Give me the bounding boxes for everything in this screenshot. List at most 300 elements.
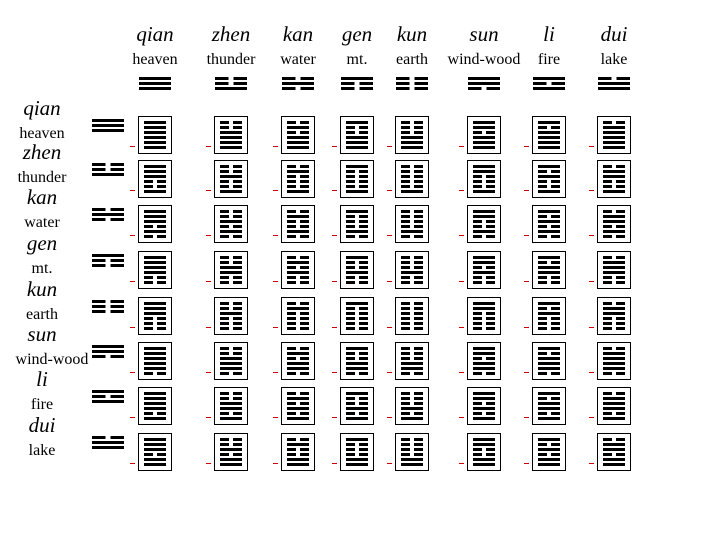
hexagram-yin-line (473, 357, 482, 360)
hexagram-icon (281, 160, 315, 198)
hexagram-yang-line (144, 266, 166, 269)
hexagram-yang-line (287, 261, 309, 264)
hexagram-yang-line (144, 347, 166, 350)
trigram-zhen-icon-yin-line (234, 82, 248, 85)
red-marker-tick (206, 327, 211, 328)
hexagram-yin-line (538, 327, 547, 330)
hexagram-yang-line (144, 271, 166, 274)
hexagram-cell-sun-over-li (467, 387, 501, 425)
hexagram-yang-line (287, 190, 309, 193)
hexagram-yin-line (538, 225, 547, 228)
hexagram-yang-line (346, 256, 368, 259)
hexagram-yin-line (473, 276, 482, 279)
hexagram-yang-line (220, 417, 242, 420)
hexagram-yang-line (144, 367, 166, 370)
hexagram-yin-line (603, 317, 612, 320)
hexagram-icon (597, 387, 631, 425)
hexagram-yang-line (603, 307, 625, 310)
hexagram-yin-line (300, 175, 309, 178)
hexagram-yang-line (220, 448, 242, 451)
hexagram-yin-line (551, 322, 560, 325)
hexagram-yang-line (401, 230, 423, 233)
hexagram-yin-line (414, 126, 423, 129)
hexagram-yin-line (603, 322, 612, 325)
hexagram-cell-qian-over-sun (138, 342, 172, 380)
hexagram-yin-line (287, 180, 296, 183)
red-marker-tick (130, 463, 135, 464)
hexagram-yin-line (287, 235, 296, 238)
hexagram-yang-line (220, 312, 242, 315)
hexagram-yin-line (233, 281, 242, 284)
hexagram-yin-line (359, 180, 368, 183)
hexagram-yin-line (287, 281, 296, 284)
hexagram-yang-line (144, 215, 166, 218)
hexagram-yin-line (233, 307, 242, 310)
hexagram-yang-line (287, 307, 309, 310)
hexagram-yang-line (538, 136, 560, 139)
hexagram-cell-gen-over-li (340, 387, 374, 425)
hexagram-yin-line (486, 276, 495, 279)
hexagram-yin-line (346, 317, 355, 320)
hexagram-yin-line (359, 352, 368, 355)
hexagram-yin-line (233, 225, 242, 228)
row-header-english-qian: heaven (19, 125, 65, 142)
hexagram-yang-line (401, 362, 423, 365)
hexagram-yin-line (144, 185, 153, 188)
trigram-sun-icon-yang-line (468, 77, 500, 80)
hexagram-cell-kun-over-kun (395, 297, 429, 335)
red-marker-tick (589, 281, 594, 282)
column-header-icon-wrap (396, 76, 428, 90)
hexagram-yin-line (401, 357, 410, 360)
hexagram-icon (467, 205, 501, 243)
hexagram-yin-line (551, 397, 560, 400)
row-header-name-li: li (36, 367, 48, 391)
hexagram-yang-line (473, 261, 495, 264)
hexagram-yang-line (473, 141, 495, 144)
hexagram-yin-line (300, 357, 309, 360)
hexagram-yin-line (233, 347, 242, 350)
hexagram-yang-line (287, 367, 309, 370)
hexagram-yin-line (346, 352, 355, 355)
hexagram-yin-line (300, 327, 309, 330)
hexagram-yang-line (144, 131, 166, 134)
hexagram-icon (340, 251, 374, 289)
hexagram-yang-line (144, 458, 166, 461)
hexagram-yang-line (287, 271, 309, 274)
hexagram-yin-line (414, 180, 423, 183)
hexagram-yin-line (473, 322, 482, 325)
hexagram-yang-line (220, 402, 242, 405)
hexagram-yin-line (401, 261, 410, 264)
hexagram-icon (214, 251, 248, 289)
hexagram-yang-line (473, 352, 495, 355)
red-marker-tick (206, 281, 211, 282)
hexagram-yang-line (603, 402, 625, 405)
hexagram-yin-line (300, 220, 309, 223)
hexagram-yin-line (233, 210, 242, 213)
hexagram-yin-line (287, 322, 296, 325)
hexagram-yang-line (144, 230, 166, 233)
hexagram-yang-line (287, 215, 309, 218)
red-marker-tick (206, 146, 211, 147)
hexagram-yin-line (346, 453, 355, 456)
hexagram-icon (467, 433, 501, 471)
hexagram-yin-line (414, 121, 423, 124)
hexagram-icon (281, 116, 315, 154)
red-marker-tick (589, 235, 594, 236)
hexagram-cell-kun-over-sun (395, 342, 429, 380)
hexagram-yin-line (414, 397, 423, 400)
hexagram-yin-line (486, 322, 495, 325)
hexagram-yang-line (346, 347, 368, 350)
hexagram-yang-line (473, 170, 495, 173)
hexagram-yin-line (287, 312, 296, 315)
hexagram-yin-line (616, 453, 625, 456)
hexagram-yin-line (359, 281, 368, 284)
hexagram-yin-line (538, 261, 547, 264)
trigram-kan-icon (282, 76, 314, 90)
red-marker-tick (332, 372, 337, 373)
hexagram-yin-line (346, 307, 355, 310)
hexagram-yin-line (538, 443, 547, 446)
red-marker-tick (589, 190, 594, 191)
hexagram-cell-dui-over-gen (597, 251, 631, 289)
hexagram-cell-kan-over-gen (281, 251, 315, 289)
hexagram-yang-line (603, 230, 625, 233)
hexagram-yin-line (220, 347, 229, 350)
hexagram-yin-line (346, 312, 355, 315)
hexagram-cell-zhen-over-kan (214, 205, 248, 243)
hexagram-yin-line (220, 438, 229, 441)
hexagram-yin-line (346, 170, 355, 173)
hexagram-cell-dui-over-kan (597, 205, 631, 243)
hexagram-cell-zhen-over-zhen (214, 160, 248, 198)
trigram-gen-icon-yin-line (360, 87, 374, 90)
trigram-kun-icon-yin-line (92, 310, 106, 313)
hexagram-cell-dui-over-qian (597, 116, 631, 154)
hexagram-yin-line (616, 327, 625, 330)
hexagram-icon (597, 251, 631, 289)
hexagram-yin-line (157, 180, 166, 183)
hexagram-yin-line (538, 281, 547, 284)
row-header-name-kun: kun (26, 277, 58, 301)
hexagram-icon (138, 251, 172, 289)
red-marker-tick (589, 463, 594, 464)
hexagram-yin-line (300, 317, 309, 320)
hexagram-yin-line (300, 312, 309, 315)
hexagram-yin-line (401, 165, 410, 168)
hexagram-icon (138, 116, 172, 154)
hexagram-yang-line (603, 448, 625, 451)
trigram-sun-icon-yin-line (468, 87, 482, 90)
red-marker-tick (130, 327, 135, 328)
hexagram-yin-line (473, 180, 482, 183)
hexagram-yang-line (144, 448, 166, 451)
column-header-icon-wrap (282, 76, 314, 90)
hexagram-yin-line (538, 372, 547, 375)
hexagram-yang-line (220, 407, 242, 410)
hexagram-yang-line (538, 367, 560, 370)
hexagram-yang-line (220, 131, 242, 134)
hexagram-yin-line (401, 322, 410, 325)
hexagram-yin-line (414, 165, 423, 168)
hexagram-yin-line (473, 220, 482, 223)
trigram-sun-icon-yin-line (111, 355, 125, 358)
hexagram-yang-line (538, 407, 560, 410)
trigram-sun-icon (92, 344, 124, 358)
hexagram-yin-line (486, 185, 495, 188)
hexagram-yin-line (401, 185, 410, 188)
trigram-qian-icon-yang-line (139, 87, 171, 90)
hexagram-yang-line (144, 307, 166, 310)
hexagram-cell-qian-over-kun (138, 297, 172, 335)
hexagram-yin-line (300, 180, 309, 183)
hexagram-yang-line (603, 417, 625, 420)
hexagram-yin-line (551, 352, 560, 355)
hexagram-yang-line (603, 175, 625, 178)
hexagram-yin-line (359, 266, 368, 269)
hexagram-yang-line (346, 136, 368, 139)
hexagram-yin-line (220, 322, 229, 325)
hexagram-yin-line (233, 165, 242, 168)
hexagram-yin-line (359, 175, 368, 178)
hexagram-yin-line (414, 307, 423, 310)
hexagram-frame (282, 298, 315, 335)
hexagram-yang-line (603, 190, 625, 193)
red-marker-tick (387, 372, 392, 373)
hexagram-yang-line (603, 362, 625, 365)
hexagram-yang-line (144, 121, 166, 124)
hexagram-yin-line (300, 412, 309, 415)
trigram-li-icon-yang-line (92, 390, 124, 393)
trigram-kun-icon-yin-line (111, 305, 125, 308)
hexagram-cell-li-over-dui (532, 433, 566, 471)
trigram-kun-icon-yin-line (415, 77, 429, 80)
hexagram-yang-line (603, 407, 625, 410)
hexagram-yang-line (287, 443, 309, 446)
column-header-english-kun: earth (396, 51, 428, 68)
hexagram-yin-line (233, 126, 242, 129)
hexagram-yang-line (538, 357, 560, 360)
column-header-english-zhen: thunder (206, 51, 256, 68)
trigram-li-icon-yang-line (92, 400, 124, 403)
hexagram-yin-line (538, 276, 547, 279)
trigram-li-icon (533, 76, 565, 90)
hexagram-yang-line (144, 141, 166, 144)
hexagram-yin-line (401, 327, 410, 330)
red-marker-tick (524, 281, 529, 282)
red-marker-tick (589, 372, 594, 373)
hexagram-yin-line (287, 121, 296, 124)
hexagram-yin-line (414, 210, 423, 213)
hexagram-yin-line (401, 170, 410, 173)
hexagram-yin-line (233, 327, 242, 330)
hexagram-yin-line (346, 448, 355, 451)
hexagram-yin-line (551, 412, 560, 415)
trigram-gen-icon-yin-line (111, 259, 125, 262)
hexagram-yang-line (346, 302, 368, 305)
hexagram-yang-line (220, 357, 242, 360)
hexagram-yang-line (538, 131, 560, 134)
hexagram-icon (340, 433, 374, 471)
hexagram-yang-line (401, 417, 423, 420)
hexagram-frame (598, 343, 631, 380)
trigram-dui-icon-yang-line (92, 441, 124, 444)
hexagram-yin-line (551, 170, 560, 173)
hexagram-yang-line (287, 417, 309, 420)
hexagram-yin-line (287, 438, 296, 441)
hexagram-yin-line (473, 412, 482, 415)
row-header-name-kan: kan (26, 185, 58, 209)
hexagram-yin-line (157, 225, 166, 228)
trigram-kun-icon-yin-line (396, 87, 410, 90)
hexagram-icon (467, 160, 501, 198)
hexagram-yin-line (287, 175, 296, 178)
hexagram-yin-line (144, 453, 153, 456)
hexagram-yang-line (144, 256, 166, 259)
hexagram-yang-line (603, 141, 625, 144)
hexagram-yin-line (538, 180, 547, 183)
hexagram-yin-line (233, 397, 242, 400)
hexagram-icon (138, 433, 172, 471)
hexagram-frame (215, 343, 248, 380)
hexagram-yang-line (144, 126, 166, 129)
trigram-qian-icon (139, 76, 171, 90)
hexagram-yin-line (603, 347, 612, 350)
hexagram-yin-line (486, 175, 495, 178)
hexagram-icon (340, 116, 374, 154)
hexagram-yang-line (538, 271, 560, 274)
red-marker-tick (387, 190, 392, 191)
hexagram-yang-line (287, 146, 309, 149)
red-marker-tick (130, 146, 135, 147)
hexagram-cell-sun-over-sun (467, 342, 501, 380)
trigram-kun-icon (92, 299, 124, 313)
hexagram-icon (214, 205, 248, 243)
hexagram-yang-line (538, 121, 560, 124)
hexagram-yang-line (538, 175, 560, 178)
hexagram-yin-line (401, 372, 410, 375)
hexagram-yin-line (401, 126, 410, 129)
hexagram-frame (282, 252, 315, 289)
row-header-english-kan: water (24, 214, 60, 231)
trigram-qian-icon (92, 118, 124, 132)
hexagram-yang-line (473, 362, 495, 365)
hexagram-icon (281, 342, 315, 380)
hexagram-yang-line (144, 397, 166, 400)
hexagram-yin-line (486, 225, 495, 228)
trigram-kan-icon-yin-line (282, 77, 296, 80)
red-marker-tick (387, 327, 392, 328)
hexagram-yin-line (551, 235, 560, 238)
hexagram-yin-line (473, 448, 482, 451)
hexagram-yin-line (414, 235, 423, 238)
hexagram-yin-line (233, 215, 242, 218)
hexagram-yang-line (144, 165, 166, 168)
hexagram-yin-line (486, 220, 495, 223)
hexagram-yin-line (359, 261, 368, 264)
hexagram-yin-line (346, 276, 355, 279)
trigram-zhen-icon (92, 162, 124, 176)
red-marker-tick (332, 146, 337, 147)
hexagram-yin-line (401, 225, 410, 228)
hexagram-frame (396, 206, 429, 243)
row-header-english-li: fire (30, 396, 54, 413)
hexagram-yin-line (359, 276, 368, 279)
hexagram-yin-line (473, 312, 482, 315)
trigram-kun-icon-yin-line (92, 305, 106, 308)
hexagram-cell-qian-over-dui (138, 433, 172, 471)
hexagram-yang-line (346, 407, 368, 410)
trigram-li-icon-yang-line (533, 87, 565, 90)
hexagram-icon (395, 297, 429, 335)
hexagram-yin-line (346, 266, 355, 269)
hexagram-yin-line (414, 225, 423, 228)
hexagram-yin-line (346, 397, 355, 400)
hexagram-icon (340, 205, 374, 243)
hexagram-cell-kun-over-gen (395, 251, 429, 289)
red-marker-tick (273, 463, 278, 464)
hexagram-yin-line (414, 185, 423, 188)
hexagram-cell-zhen-over-kun (214, 297, 248, 335)
hexagram-yin-line (300, 276, 309, 279)
red-marker-tick (273, 190, 278, 191)
hexagram-yin-line (287, 327, 296, 330)
hexagram-cell-gen-over-gen (340, 251, 374, 289)
hexagram-yin-line (551, 372, 560, 375)
hexagram-frame (215, 206, 248, 243)
hexagram-yin-line (157, 281, 166, 284)
hexagram-yin-line (346, 126, 355, 129)
hexagram-yin-line (473, 131, 482, 134)
hexagram-icon (467, 116, 501, 154)
hexagram-yin-line (300, 266, 309, 269)
column-header-icon-wrap (341, 76, 373, 90)
hexagram-cell-gen-over-dui (340, 433, 374, 471)
trigram-dui-icon (92, 435, 124, 449)
hexagram-yin-line (401, 175, 410, 178)
trigram-qian-icon-yang-line (139, 82, 171, 85)
trigram-dui-icon-yang-line (598, 87, 630, 90)
hexagram-yang-line (603, 271, 625, 274)
hexagram-yang-line (346, 141, 368, 144)
trigram-dui-icon-yang-line (92, 446, 124, 449)
row-header-icon-wrap (92, 389, 124, 403)
hexagram-cell-gen-over-kun (340, 297, 374, 335)
hexagram-cell-kan-over-sun (281, 342, 315, 380)
hexagram-icon (281, 251, 315, 289)
hexagram-yin-line (233, 302, 242, 305)
hexagram-yang-line (473, 458, 495, 461)
trigram-kan-icon-yin-line (92, 208, 106, 211)
hexagram-yin-line (346, 372, 355, 375)
hexagram-cell-qian-over-kan (138, 205, 172, 243)
hexagram-yin-line (414, 266, 423, 269)
hexagram-cell-qian-over-gen (138, 251, 172, 289)
hexagram-yin-line (401, 235, 410, 238)
hexagram-yin-line (157, 322, 166, 325)
hexagram-yang-line (346, 463, 368, 466)
trigram-gen-icon-yang-line (92, 254, 124, 257)
hexagram-yang-line (346, 362, 368, 365)
hexagram-icon (395, 387, 429, 425)
column-header-name-kan: kan (282, 22, 314, 46)
hexagram-yang-line (603, 357, 625, 360)
hexagram-yin-line (401, 438, 410, 441)
hexagram-yin-line (346, 131, 355, 134)
trigram-gen-icon-yang-line (341, 77, 373, 80)
